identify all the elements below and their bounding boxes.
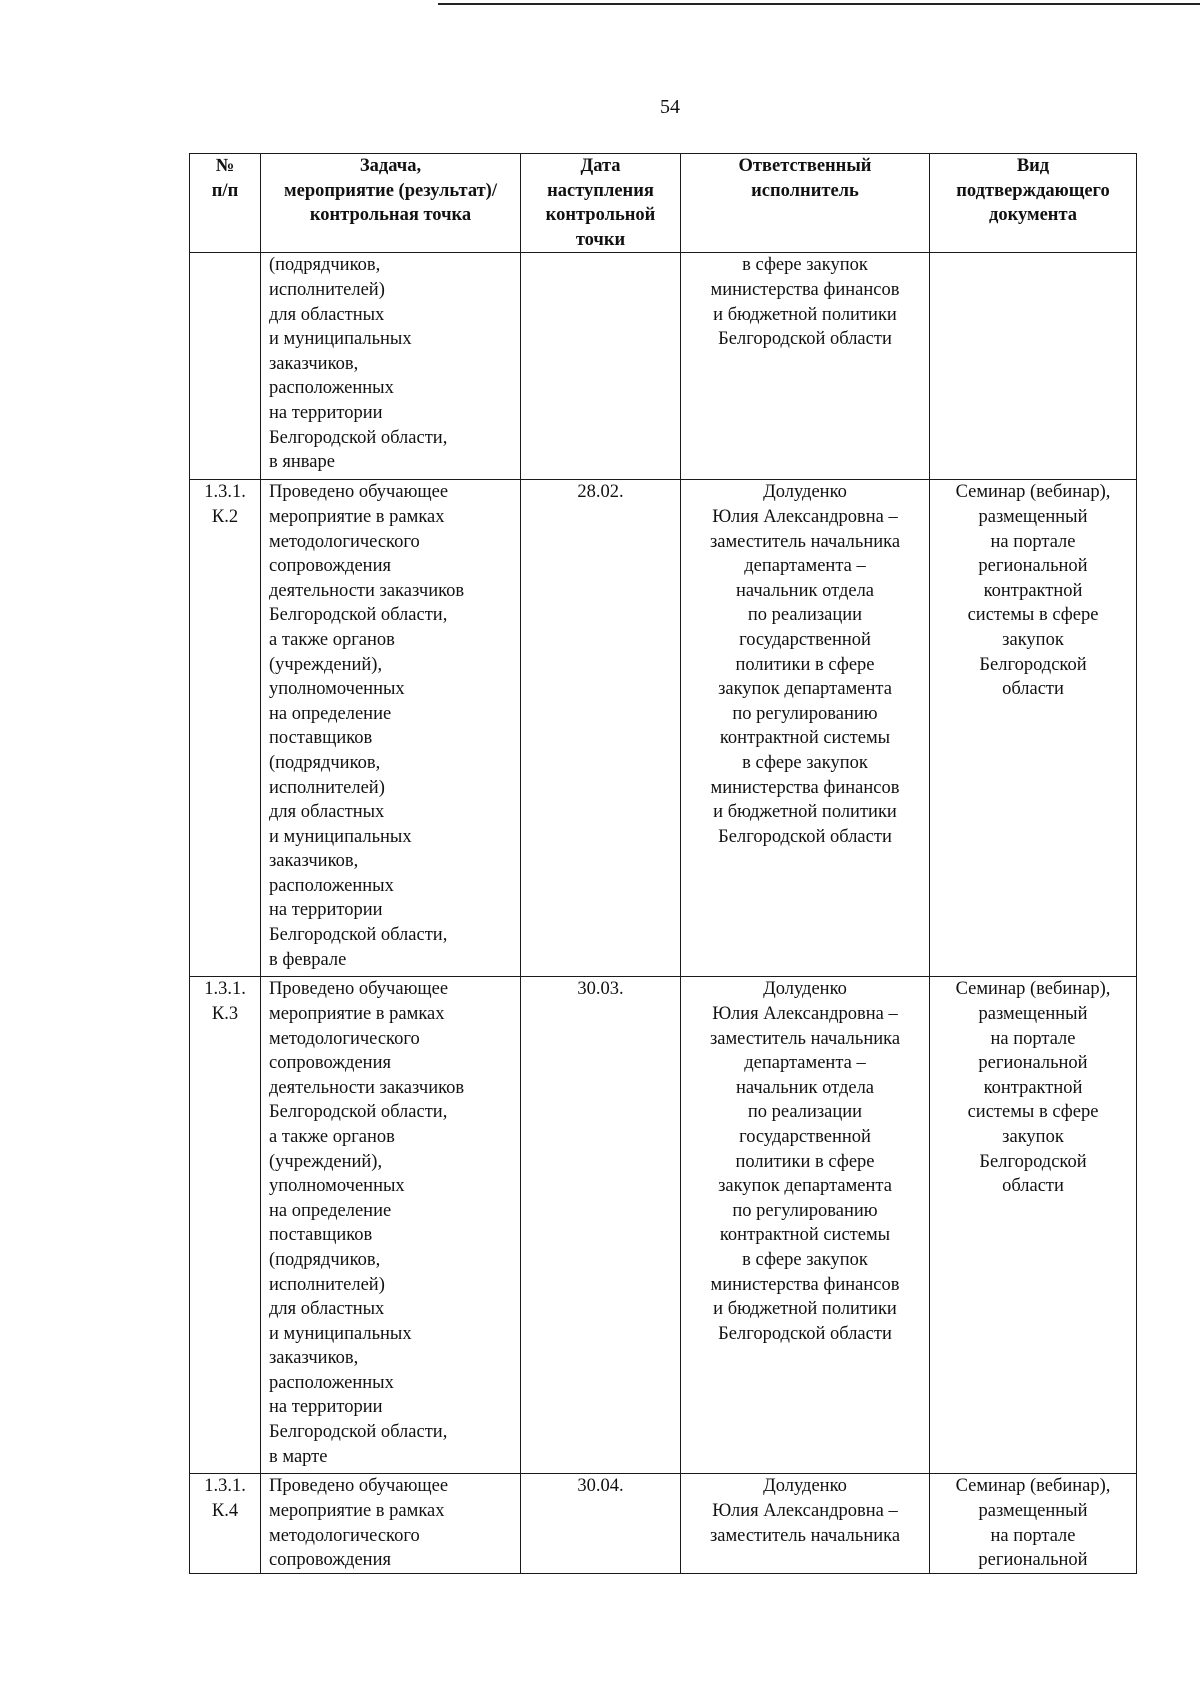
row-num-cell: 1.3.1. К.4 — [190, 1474, 261, 1573]
table-row — [190, 977, 1137, 1474]
row-date-cell: 30.04. — [521, 1474, 681, 1573]
row-task-cell: Проведено обучающее мероприятие в рамках методологического сопровождения деятельности заказчиков Белгородской области, а также органов (учреждений), уполномоченных на определение поставщиков (подрядчиков, исполнителей) для областных и муниципальных заказчиков, расположенных на территории Белгородской области, в феврале — [261, 480, 521, 977]
row-task-cell: (подрядчиков, исполнителей) для областных и муниципальных заказчиков, расположенных на территории Белгородской области, в январе — [261, 253, 521, 480]
plan-table — [189, 153, 1137, 1574]
row-responsible-cell: Долуденко Юлия Александровна – заместитель начальника — [681, 1474, 930, 1573]
table-row — [190, 253, 1137, 480]
page-top-edge — [438, 3, 1200, 5]
row-num-cell: 1.3.1. К.2 — [190, 480, 261, 977]
row-responsible-cell: в сфере закупок министерства финансов и бюджетной политики Белгородской области — [681, 253, 930, 480]
header-document: Вид подтверждающего документа — [930, 154, 1137, 253]
row-document-cell — [930, 253, 1137, 480]
row-document-cell: Семинар (вебинар), размещенный на портале региональной — [930, 1474, 1137, 1573]
row-date-cell: 28.02. — [521, 480, 681, 977]
row-document-cell: Семинар (вебинар), размещенный на портале региональной контрактной системы в сфере закупок Белгородской области — [930, 480, 1137, 977]
row-document-cell: Семинар (вебинар), размещенный на портале региональной контрактной системы в сфере закупок Белгородской области — [930, 977, 1137, 1474]
row-responsible-cell: Долуденко Юлия Александровна – заместитель начальника департамента – начальник отдела по реализации государственной политики в сфере закупок департамента по регулированию контрактной системы в сфере закупок министерства финансов и бюджетной политики Белгородской области — [681, 480, 930, 977]
table-row — [190, 1474, 1137, 1573]
row-num-cell — [190, 253, 261, 480]
header-num: № п/п — [190, 154, 261, 253]
header-responsible: Ответственный исполнитель — [681, 154, 930, 253]
row-task-cell: Проведено обучающее мероприятие в рамках методологического сопровождения — [261, 1474, 521, 1573]
row-date-cell — [521, 253, 681, 480]
row-responsible-cell: Долуденко Юлия Александровна – заместитель начальника департамента – начальник отдела по реализации государственной политики в сфере закупок департамента по регулированию контрактной системы в сфере закупок министерства финансов и бюджетной политики Белгородской области — [681, 977, 930, 1474]
header-date: Дата наступления контрольной точки — [521, 154, 681, 253]
table-row — [190, 480, 1137, 977]
page-number: 54 — [660, 96, 680, 118]
row-task-cell: Проведено обучающее мероприятие в рамках методологического сопровождения деятельности заказчиков Белгородской области, а также органов (учреждений), уполномоченных на определение поставщиков (подрядчиков, исполнителей) для областных и муниципальных заказчиков, расположенных на территории Белгородской области, в марте — [261, 977, 521, 1474]
row-date-cell: 30.03. — [521, 977, 681, 1474]
table-header-row — [190, 154, 1137, 253]
row-num-cell: 1.3.1. К.3 — [190, 977, 261, 1474]
header-task: Задача, мероприятие (результат)/ контрольная точка — [261, 154, 521, 253]
